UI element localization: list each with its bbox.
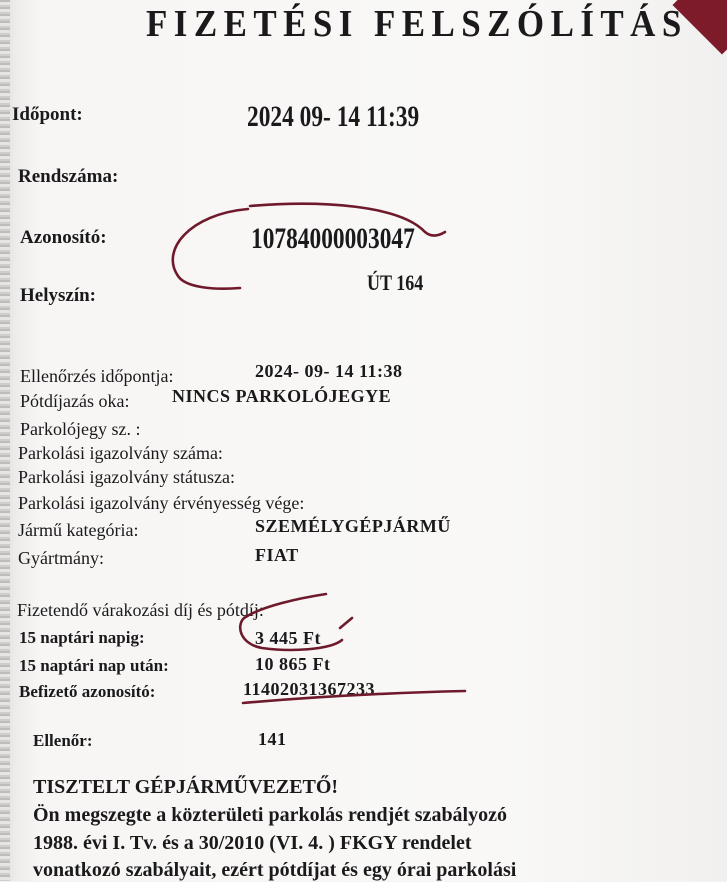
fee-after-label: 15 naptári nap után: (19, 656, 169, 675)
azonosito-label: Azonosító: (20, 227, 107, 248)
notice-line: vonatkozó szabályait, ezért pótdíjat és egy órai parkolási (33, 859, 517, 881)
payment-id-value: 11402031367233 (243, 679, 376, 699)
detail-label: Jármű kategória: (18, 520, 139, 540)
detail-label: Parkolási igazolvány státusza: (18, 467, 235, 487)
controller-value: 141 (258, 729, 287, 749)
payment-id-label: Befizető azonosító: (19, 682, 156, 701)
perforated-edge (0, 0, 10, 881)
fee-within-label: 15 naptári napig: (19, 628, 145, 647)
idopont-value: 2024 09- 14 11:39 (247, 100, 420, 133)
fee-within-value: 3 445 Ft (255, 628, 321, 648)
detail-value: NINCS PARKOLÓJEGYE (172, 386, 392, 406)
helyszin-value: ÚT 164 (367, 270, 424, 295)
detail-value: SZEMÉLYGÉPJÁRMŰ (255, 516, 451, 536)
idopont-label: Időpont: (12, 104, 83, 125)
fees-heading: Fizetendő várakozási díj és pótdíj: (17, 600, 264, 620)
detail-label: Ellenőrzés időpontja: (20, 366, 174, 386)
rendszam-label: Rendszáma: (18, 166, 119, 187)
detail-label: Parkolási igazolvány érvényesség vége: (18, 493, 305, 513)
controller-label: Ellenőr: (33, 731, 93, 750)
detail-label: Parkolási igazolvány száma: (18, 443, 223, 463)
detail-label: Pótdíjazás oka: (20, 391, 130, 411)
helyszin-label: Helyszín: (20, 285, 96, 306)
document-title: FIZETÉSI FELSZÓLÍTÁS (146, 3, 688, 45)
notice-line: 1988. évi I. Tv. és a 30/2010 (VI. 4. ) FKGY rendelet (33, 832, 472, 854)
detail-label: Parkolójegy sz. : (20, 419, 141, 439)
azonosito-value: 10784000003047 (251, 222, 415, 255)
notice-line: Ön megszegte a közterületi parkolás rendjét szabályozó (33, 804, 507, 826)
detail-value: FIAT (255, 545, 299, 565)
notice-heading: TISZTELT GÉPJÁRMŰVEZETŐ! (33, 776, 339, 798)
detail-value: 2024- 09- 14 11:38 (255, 361, 403, 381)
fee-after-value: 10 865 Ft (255, 654, 331, 674)
detail-label: Gyártmány: (18, 548, 104, 568)
